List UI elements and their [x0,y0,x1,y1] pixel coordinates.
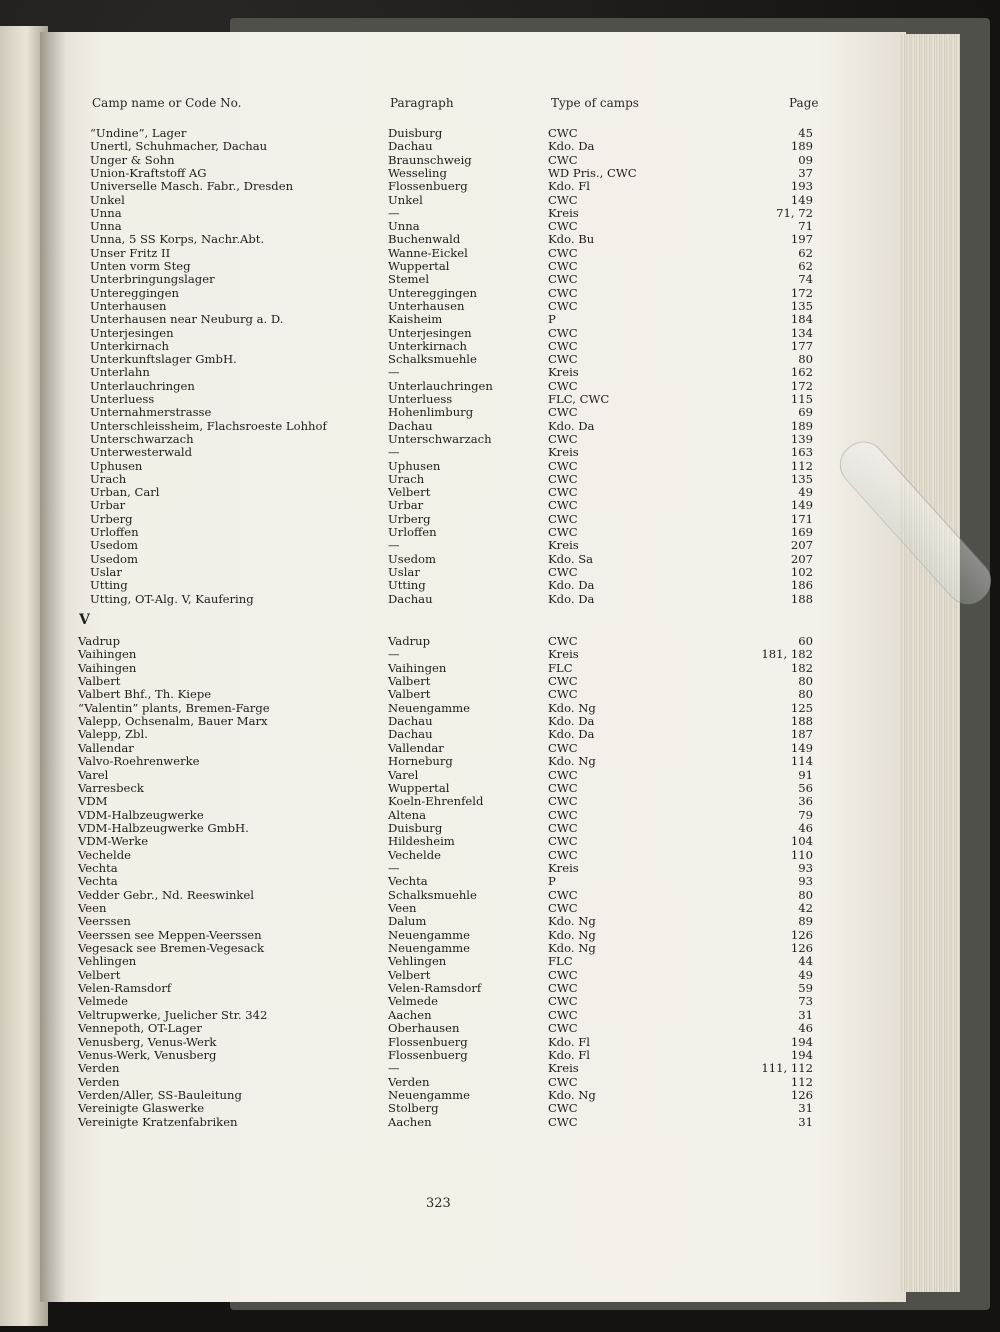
page-cell: 112 [790,1074,813,1089]
camp-name-cell: Varresbeck [78,780,144,795]
page-cell: 149 [790,192,813,207]
paragraph-cell: Koeln-Ehrenfeld [388,794,484,809]
type-cell: CWC [548,259,578,273]
page-cell: 115 [790,392,813,406]
type-cell: CWC [548,471,578,486]
type-cell: CWC [548,981,578,996]
page-cell: 182 [790,660,813,675]
page-cell: 172 [790,378,813,393]
paragraph-cell: Wesseling [388,165,447,180]
type-cell: Kdo. Ng [548,700,596,715]
camp-name-cell: Urban, Carl [90,485,160,500]
camp-name-cell: Vechta [78,874,118,889]
type-cell: CWC [548,431,578,446]
type-cell: CWC [548,152,578,167]
paragraph-cell: — [388,538,400,553]
type-cell: CWC [548,498,578,513]
camp-name-cell: Varel [78,767,109,782]
paragraph-cell: Urach [388,471,425,486]
camp-name-cell: Unna, 5 SS Korps, Nachr.Abt. [90,232,265,247]
camp-name-cell: Valbert Bhf., Th. Kiepe [78,687,212,702]
page-cell: 188 [790,591,813,606]
page-cell: 194 [790,1047,813,1062]
camp-name-cell: Velen-Ramsdorf [78,981,172,996]
paragraph-cell: Flossenbuerg [388,1034,468,1049]
page-cell: 37 [798,165,813,180]
paragraph-cell: Unterlauchringen [388,378,493,393]
type-cell: FLC [548,660,573,675]
page-cell: 80 [798,687,813,702]
camp-name-cell: VDM-Werke [78,834,149,849]
page-cell: 42 [798,901,813,915]
page-cell: 31 [798,1101,813,1116]
camp-name-cell: Unterbringungslager [90,272,215,287]
paragraph-cell: Valbert [388,674,431,689]
page-cell: 169 [790,525,813,539]
camp-name-cell: Unterlauchringen [90,378,195,393]
paragraph-cell: Kaisheim [388,312,443,327]
camp-name-cell: Valepp, Zbl. [78,727,148,742]
page-cell: 71, 72 [776,205,813,220]
paragraph-cell: Stolberg [388,1101,439,1116]
camp-name-cell: Veen [78,901,107,915]
paragraph-cell: — [388,1061,400,1076]
paragraph-cell: Valbert [388,687,431,702]
camp-name-cell: VDM-Halbzeugwerke [78,807,204,822]
type-cell: CWC [548,967,578,982]
type-cell: CWC [548,564,578,579]
page-cell: 60 [798,634,813,648]
type-cell: Kdo. Ng [548,1087,596,1102]
type-cell: CWC [548,378,578,393]
page-cell: 126 [790,941,813,956]
paragraph-cell: Dachau [388,418,433,433]
type-cell: Kdo. Da [548,591,595,606]
type-cell: CWC [548,634,578,648]
paragraph-cell: — [388,860,400,875]
camp-name-cell: Unkel [90,192,125,207]
camp-name-cell: Unterhausen [90,298,167,313]
type-cell: CWC [548,1114,578,1129]
page-cell: 135 [790,298,813,313]
paragraph-cell: Horneburg [388,754,453,769]
type-cell: CWC [548,126,578,140]
camp-name-cell: Unterschwarzach [90,431,194,446]
type-cell: CWC [548,1021,578,1036]
type-cell: CWC [548,285,578,300]
paragraph-cell: Urloffen [388,525,437,539]
paragraph-cell: Dachau [388,714,433,729]
type-cell: CWC [548,219,578,234]
page-cell: 186 [790,578,813,593]
page-cell: 163 [790,445,813,460]
camp-name-cell: Union-Kraftstoff AG [90,165,207,180]
camp-name-cell: Valbert [78,674,121,689]
type-cell: WD Pris., CWC [548,165,637,180]
paragraph-cell: Oberhausen [388,1021,460,1036]
camp-name-cell: Vereinigte Kratzenfabriken [78,1114,238,1129]
type-cell: P [548,312,556,327]
type-cell: CWC [548,834,578,849]
page-cell: 207 [790,551,813,566]
paragraph-cell: — [388,647,400,662]
header-paragraph: Paragraph [390,96,454,110]
type-cell: CWC [548,740,578,755]
type-cell: CWC [548,687,578,702]
page-cell: 46 [798,820,813,835]
type-cell: CWC [548,525,578,539]
camp-name-cell: Urbar [90,498,126,513]
page-cell: 193 [790,179,813,194]
camp-name-cell: Unterkirnach [90,338,169,353]
paragraph-cell: Unterschwarzach [388,431,492,446]
paragraph-cell: Unterkirnach [388,338,467,353]
paragraph-cell: Urbar [388,498,424,513]
paragraph-cell: Dachau [388,139,433,154]
camp-name-cell: Unertl, Schuhmacher, Dachau [90,139,268,154]
paragraph-cell: Uphusen [388,458,441,473]
paragraph-cell: — [388,445,400,460]
type-cell: CWC [548,674,578,689]
paragraph-cell: Velbert [388,485,431,500]
page-cell: 149 [790,740,813,755]
type-cell: CWC [548,272,578,287]
page-cell: 189 [790,139,813,154]
page-cell: 31 [798,1007,813,1022]
type-cell: CWC [548,338,578,353]
camp-name-cell: Uslar [90,564,122,579]
camp-name-cell: Unterlahn [90,365,150,380]
camp-name-cell: Vadrup [78,634,121,648]
page-cell: 44 [798,954,813,969]
page-cell: 126 [790,927,813,942]
type-cell: Kdo. Da [548,418,595,433]
type-cell: Kdo. Ng [548,914,596,929]
paragraph-cell: Flossenbuerg [388,1047,468,1062]
camp-name-cell: Vaihingen [78,660,137,675]
paragraph-cell: Flossenbuerg [388,179,468,194]
type-cell: Kdo. Da [548,139,595,154]
page-number: 323 [426,1196,451,1211]
camp-name-cell: Vaihingen [78,647,137,662]
type-cell: FLC, CWC [548,392,610,406]
page-cell: 71 [798,219,813,234]
paragraph-cell: Vechelde [388,847,441,862]
paragraph-cell: Vadrup [388,634,431,648]
camp-name-cell: Unna [90,205,122,220]
type-cell: CWC [548,485,578,500]
type-cell: Kreis [548,647,579,662]
paragraph-cell: Velen-Ramsdorf [388,981,482,996]
camp-name-cell: Unterwesterwald [90,445,193,460]
page-cell: 114 [790,754,813,769]
type-cell: CWC [548,847,578,862]
type-cell: CWC [548,767,578,782]
paragraph-cell: Unterluess [388,392,453,406]
camp-name-cell: Verden [78,1061,120,1076]
page-cell: 93 [798,860,813,875]
camp-name-cell: Unterluess [90,392,155,406]
paragraph-cell: Schalksmuehle [388,352,477,367]
paragraph-cell: — [388,365,400,380]
page-cell: 69 [798,405,813,420]
type-cell: CWC [548,994,578,1009]
page-cell: 56 [798,780,813,795]
type-cell: CWC [548,298,578,313]
paragraph-cell: Veen [388,901,417,915]
type-cell: Kreis [548,1061,579,1076]
header-camp-name: Camp name or Code No. [92,96,242,110]
paragraph-cell: Vallendar [388,740,444,755]
paragraph-cell: Braunschweig [388,152,472,167]
type-cell: Kdo. Ng [548,927,596,942]
camp-name-cell: Uphusen [90,458,143,473]
page-cell: 102 [790,564,813,579]
page-cell: 181, 182 [761,647,813,662]
page-cell: 49 [798,485,813,500]
page-cell: 45 [798,126,813,140]
camp-name-cell: “Valentin” plants, Bremen-Farge [78,700,270,715]
camp-name-cell: Universelle Masch. Fabr., Dresden [90,179,294,194]
type-cell: CWC [548,405,578,420]
camp-name-cell: Veltrupwerke, Juelicher Str. 342 [78,1007,268,1022]
camp-name-cell: Urach [90,471,127,486]
type-cell: Kdo. Da [548,578,595,593]
type-cell: Kdo. Bu [548,232,595,247]
type-cell: CWC [548,887,578,902]
type-cell: P [548,874,556,889]
paragraph-cell: Unterjesingen [388,325,472,340]
type-cell: Kdo. Fl [548,179,590,194]
camp-name-cell: Vallendar [78,740,134,755]
page-cell: 134 [790,325,813,340]
paragraph-cell: Hohenlimburg [388,405,474,420]
page-cell: 110 [790,847,813,862]
camp-name-cell: VDM [78,794,108,809]
type-cell: Kreis [548,445,579,460]
page-cell: 126 [790,1087,813,1102]
type-cell: CWC [548,1074,578,1089]
camp-name-cell: Unterkunftslager GmbH. [90,352,237,367]
camp-name-cell: Unterhausen near Neuburg a. D. [90,312,284,327]
paragraph-cell: Buchenwald [388,232,461,247]
camp-name-cell: Vegesack see Bremen-Vegesack [78,941,265,956]
section-letter: V [79,612,90,628]
page-cell: 197 [790,232,813,247]
paragraph-cell: Velbert [388,967,431,982]
page-cell: 89 [798,914,813,929]
page-cell: 187 [790,727,813,742]
page-cell: 112 [790,458,813,473]
camp-name-cell: Venus-Werk, Venusberg [78,1047,217,1062]
page-cell: 135 [790,471,813,486]
page-cell: 172 [790,285,813,300]
page-cell: 91 [798,767,813,782]
page-cell: 162 [790,365,813,380]
type-cell: Kdo. Fl [548,1047,590,1062]
page-cell: 09 [798,152,813,167]
paragraph-cell: Neuengamme [388,941,470,956]
paragraph-cell: Unkel [388,192,423,207]
paragraph-cell: Wuppertal [388,780,450,795]
type-cell: Kreis [548,860,579,875]
type-cell: Kreis [548,538,579,553]
type-cell: Kdo. Da [548,714,595,729]
camp-name-cell: Unser Fritz II [90,245,171,260]
paragraph-cell: Vaihingen [388,660,447,675]
type-cell: Kdo. Da [548,727,595,742]
paragraph-cell: Duisburg [388,126,443,140]
page-cell: 80 [798,887,813,902]
paragraph-cell: Vehlingen [388,954,447,969]
paragraph-cell: Schalksmuehle [388,887,477,902]
page-cell: 125 [790,700,813,715]
camp-name-cell: Velmede [78,994,129,1009]
paragraph-cell: Aachen [388,1007,432,1022]
paragraph-cell: Altena [388,807,426,822]
page-cell: 46 [798,1021,813,1036]
paragraph-cell: Dachau [388,591,433,606]
paragraph-cell: Dalum [388,914,427,929]
page-cell: 79 [798,807,813,822]
camp-name-cell: Vechelde [78,847,131,862]
type-cell: CWC [548,794,578,809]
camp-name-cell: Usedom [90,538,138,553]
camp-name-cell: Unternahmerstrasse [90,405,212,420]
camp-name-cell: Veerssen [78,914,131,929]
page-cell: 188 [790,714,813,729]
type-cell: Kdo. Fl [548,1034,590,1049]
camp-name-cell: Unterjesingen [90,325,174,340]
header-page: Page [789,96,819,110]
camp-name-cell: Vechta [78,860,118,875]
paragraph-cell: Unna [388,219,420,234]
paragraph-cell: Wuppertal [388,259,450,273]
page-cell: 171 [790,511,813,526]
type-cell: CWC [548,1101,578,1116]
camp-name-cell: Urberg [90,511,133,526]
page-cell: 189 [790,418,813,433]
page-cell: 111, 112 [761,1061,813,1076]
page-cell: 184 [790,312,813,327]
page-cell: 80 [798,352,813,367]
page-cell: 31 [798,1114,813,1129]
paragraph-cell: Aachen [388,1114,432,1129]
page-cell: 49 [798,967,813,982]
page-cell: 59 [798,981,813,996]
paragraph-cell: Usedom [388,551,436,566]
page-cell: 207 [790,538,813,553]
paragraph-cell: Velmede [388,994,439,1009]
type-cell: Kreis [548,205,579,220]
paragraph-cell: Utting [388,578,426,593]
type-cell: FLC [548,954,573,969]
paragraph-cell: Vechta [388,874,428,889]
paragraph-cell: Uslar [388,564,420,579]
camp-name-cell: Urloffen [90,525,139,539]
paragraph-cell: Duisburg [388,820,443,835]
camp-name-cell: Vehlingen [78,954,137,969]
page-cell: 62 [798,259,813,273]
camp-name-cell: Verden/Aller, SS-Bauleitung [78,1087,242,1102]
camp-name-cell: Vedder Gebr., Nd. Reeswinkel [78,887,254,902]
type-cell: CWC [548,820,578,835]
paragraph-cell: Stemel [388,272,430,287]
header-type: Type of camps [551,96,639,110]
camp-name-cell: “Undine”, Lager [90,126,187,140]
camp-name-cell: Utting, OT-Alg. V, Kaufering [90,591,254,606]
camp-name-cell: Untereggingen [90,285,179,300]
camp-name-cell: Vennepoth, OT-Lager [78,1021,202,1036]
page-cell: 93 [798,874,813,889]
type-cell: CWC [548,807,578,822]
camp-name-cell: Valepp, Ochsenalm, Bauer Marx [78,714,268,729]
paragraph-cell: Unterhausen [388,298,465,313]
page-cell: 36 [798,794,813,809]
paragraph-cell: — [388,205,400,220]
paragraph-cell: Urberg [388,511,431,526]
camp-name-cell: Utting [90,578,128,593]
paragraph-cell: Hildesheim [388,834,455,849]
type-cell: Kdo. Ng [548,941,596,956]
type-cell: CWC [548,901,578,915]
type-cell: CWC [548,511,578,526]
page-cell: 74 [798,272,813,287]
page-cell: 80 [798,674,813,689]
paragraph-cell: Varel [388,767,419,782]
type-cell: Kdo. Ng [548,754,596,769]
paragraph-cell: Neuengamme [388,700,470,715]
paragraph-cell: Dachau [388,727,433,742]
paragraph-cell: Neuengamme [388,927,470,942]
camp-name-cell: Vereinigte Glaswerke [78,1101,205,1116]
page-cell: 194 [790,1034,813,1049]
camp-name-cell: Unger & Sohn [90,152,175,167]
paragraph-cell: Verden [388,1074,430,1089]
camp-name-cell: Usedom [90,551,138,566]
page-cell: 73 [798,994,813,1009]
paragraph-cell: Untereggingen [388,285,477,300]
type-cell: CWC [548,1007,578,1022]
page-cell: 104 [790,834,813,849]
camp-name-cell: Unterschleissheim, Flachsroeste Lohhof [90,418,327,433]
paragraph-cell: Neuengamme [388,1087,470,1102]
page-cell: 139 [790,431,813,446]
camp-name-cell: Velbert [78,967,121,982]
paragraph-cell: Wanne-Eickel [388,245,468,260]
camp-name-cell: Valvo-Roehrenwerke [78,754,200,769]
type-cell: Kreis [548,365,579,380]
camp-name-cell: Unna [90,219,122,234]
page-cell: 149 [790,498,813,513]
camp-name-cell: VDM-Halbzeugwerke GmbH. [78,820,249,835]
camp-name-cell: Verden [78,1074,120,1089]
type-cell: CWC [548,780,578,795]
type-cell: CWC [548,245,578,260]
camp-name-cell: Venusberg, Venus-Werk [78,1034,217,1049]
type-cell: CWC [548,352,578,367]
page-cell: 62 [798,245,813,260]
type-cell: CWC [548,458,578,473]
camp-name-cell: Unten vorm Steg [90,259,191,273]
camp-name-cell: Veerssen see Meppen-Veerssen [78,927,262,942]
type-cell: CWC [548,325,578,340]
type-cell: CWC [548,192,578,207]
type-cell: Kdo. Sa [548,551,594,566]
page-cell: 177 [790,338,813,353]
